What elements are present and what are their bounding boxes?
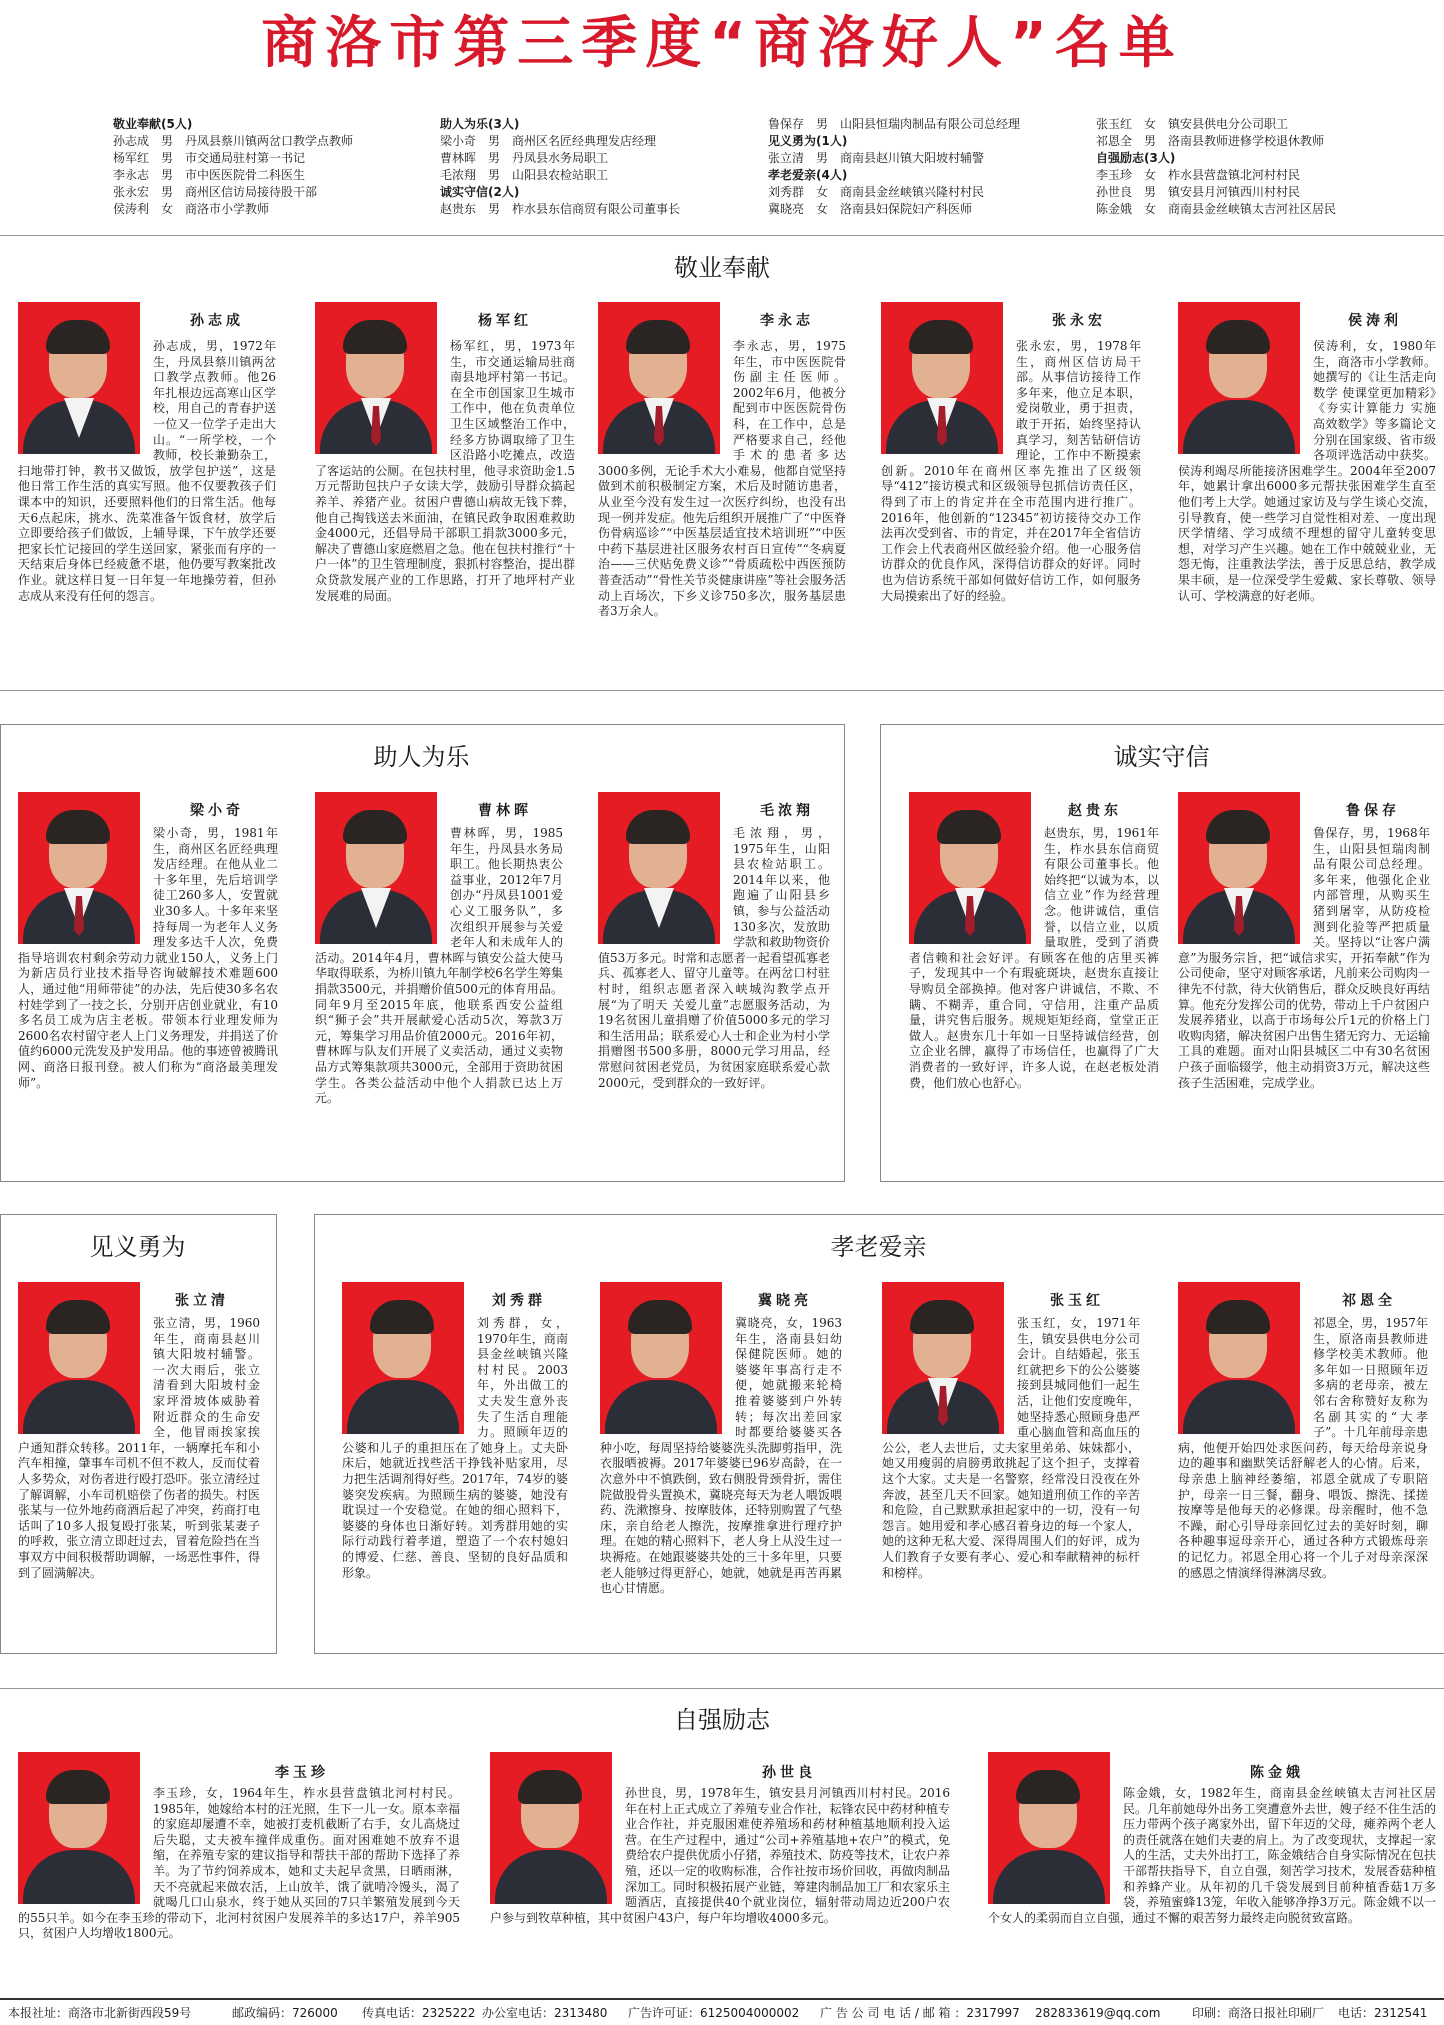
person-name: 孙志成	[190, 313, 244, 329]
divider	[0, 235, 1444, 236]
person-name: 祁恩全	[1342, 1293, 1396, 1309]
person-bio: 杨军红，男，1973年生，市交通运输局驻商南县地坪村第一书记。在全市创国家卫生城市工作中，他在负责单位卫生区域整治工作中，经多方协调取缔了卫生区沿路小吃摊点，改造了客运站的公厕。在包扶村里，他寻求资助金1.5万元帮助包扶户子女读大学，鼓励引导群众搞起养羊、养猪产业。贫困户曹德山病故无钱下葬，他自己掏钱送去米面油，在镇民政争取困难救助金4000元，还倡导局干部职工捐款3000多元，解决了曹德山家庭燃眉之急。他在包扶村推行“十户一体”的卫生管理制度，狠抓村容整治，提出群众贷款发展产业的工作思路，打开了地坪村产业发展难的局面。	[315, 339, 575, 603]
person-bio: 鲁保存，男，1968年生，山阳县恒瑞肉制品有限公司总经理。多年来，他强化企业内部管理，从购买生猪到屠宰，从防疫检测到化验等严把质量关。坚持以“让客户满意”为服务宗旨，把“诚信求实，开拓奉献”作为公司使命，坚守对顾客承诺，凡前来公司购肉一律先不付款，待大伙销售后，群众反映良好再结算。他充分发挥公司的优势，带动上千户贫困户发展养猪业，以高于市场每公斤1元的价格上门收购肉猪，解决贫困户出售生猪无窍力、无运输工具的难题。面对山阳县城区二中有30名贫困户孩子面临辍学，他主动捐资3万元，解决这些孩子生活困难，完成学业。	[1178, 826, 1430, 1090]
roster-line: 毛浓翔 男 山阳县农检站职工	[440, 168, 609, 182]
roster-line: 冀晓亮 女 洛南县妇保院妇产科医师	[768, 202, 973, 216]
person-bio: 张永宏，男，1978年生，商州区信访局干部。从事信访接待工作多年来，他立足本职，爱岗敬业，勇于担责，敢于开拓，始终坚持认真学习，刻苦钻研信访理论，工作中不断摸索创新。2010年在商州区率先推出了区级领导“412”接访模式和区级领导包抓信访责任区，得到了市上的肯定并在全市范围内进行推广。2016年，他创新的“12345”初访接待交办工作法再次受到省、市的肯定，并在2017年全省信访工作会上代表商州区做经验介绍。他一心服务信访群众的优良作风，深得信访群众的好评。同时也为信访系统干部如何做好信访工作，如何服务大局摸索出了好的经验。	[881, 339, 1141, 603]
person-bio: 曹林晖，男，1985年生，丹凤县水务局职工。他长期热衷公益事业，2012年7月创办“丹凤县1001爱心义工服务队”，多次组织开展参与关爱老年人和未成年人的活动。2014年4月，曹林晖与镇安公益大使马华取得联系，为桥川镇九年制学校6名学生筹集捐款3500元，并捐赠价值500元的体育用品。同年9月至2015年底，他联系西安公益组织“狮子会”共开展献爱心活动5次，筹款3万元，筹集学习用品价值2000元。2016年初，曹林晖与队友们开展了义卖活动，通过义卖物品方式筹集款项共3000元，全部用于资助贫困学生。各类公益活动中他个人捐款已达上万元。	[315, 826, 563, 1106]
roster-line: 诚实守信(2人)	[440, 185, 520, 199]
footer-ad-contact: 广 告 公 司 电 话 / 邮 箱 ：2317997	[820, 2006, 1020, 2020]
person-name: 陈金娥	[1250, 1765, 1304, 1781]
footer-printer-phone: 电话：2312541	[1338, 2006, 1428, 2020]
roster-line: 张玉红 女 镇安县供电分公司职工	[1096, 117, 1289, 131]
section-title: 诚实守信	[1113, 743, 1210, 771]
person-bio: 祁恩全，男，1957年生，原洛南县教师进修学校美术教师。他多年如一日照顾年迈多病的老母亲，被左邻右舍称赞好友称为名副其实的“大孝子”。十几年前母亲患病，他便开始四处求医问药，每天给母亲说身边的趣事和幽默笑话舒解老人的心情。后来，母亲患上脑神经萎缩，祁恩全就成了专职陪护，母亲一日三餐，翻身、喂饭、擦洗、揉搓按摩等是他每天的必修课。母亲醒时，他不急不躁，耐心引导母亲回忆过去的美好时刻，聊各种趣事逗母亲开心，通过各种方式锻炼母亲的记忆力。祁恩全用心将一个儿子对母亲深深的感恩之情演绎得淋漓尽致。	[1178, 1316, 1428, 1580]
roster-col-3	[768, 116, 1088, 218]
honoree-roster	[0, 116, 1444, 226]
person-name: 张立清	[175, 1293, 229, 1309]
roster-line: 杨军红 男 市交通局驻村第一书记	[113, 151, 306, 165]
roster-line: 张永宏 男 商州区信访局接待股干部	[113, 185, 318, 199]
roster-line: 鲁保存 男 山阳县恒瑞肉制品有限公司总经理	[768, 117, 1021, 131]
roster-line: 陈金娥 女 商南县金丝峡镇太吉河社区居民	[1096, 202, 1337, 216]
footer-address: 本报社址：商洛市北新街西段59号	[8, 2006, 192, 2020]
footer-office-phone: 办公室电话：2313480	[482, 2006, 608, 2020]
roster-line: 曹林晖 男 丹凤县水务局职工	[440, 151, 609, 165]
person-bio: 张玉红，女，1971年生，镇安县供电分公司会计。自结婚起，张玉红就把乡下的公公婆婆接到县城同他们一起生活，让他们安度晚年，她坚持悉心照顾身患严重心脑血管和高血压的公公，老人去世后，丈夫家里弟弟、妹妹都小，她又用瘦弱的肩膀勇敢挑起了这个担子，支撑着这个大家。丈夫是一名警察，经常没日没夜在外奔波，甚至几天不回家。她知道刑侦工作的辛苦和危险，自己默默承担起家中的一切，没有一句怨言。她用爱和孝心感召着身边的每一个家人，她的这种无私大爱、深得周围人们的好评，成为人们教育子女要有孝心、爱心和奉献精神的标杆和榜样。	[882, 1316, 1140, 1580]
divider	[0, 1688, 1444, 1689]
person-name: 赵贵东	[1068, 803, 1122, 819]
section-title: 助人为乐	[373, 743, 470, 771]
person-name: 鲁保存	[1346, 803, 1400, 819]
page-title: 商洛市第三季度“商洛好人”名单	[261, 11, 1183, 76]
footer-email: 282833619@qq.com	[1035, 2006, 1161, 2020]
person-bio: 刘秀群，女，1970年生，商南县金丝峡镇兴隆村村民。2003年，外出做工的丈夫发生意外丧失了生活自理能力。照顾年迈的公婆和儿子的重担压在了她身上。丈夫卧床后，她就近找些活干挣钱补贴家用，尽力把生活调剂得好些。2017年，74岁的婆婆突发疾病。为照顾生病的婆婆，她没有耽误过一个安稳觉。在她的细心照料下，婆婆的身体也日渐好转。刘秀群用她的实际行动践行着孝道，塑造了一个农村媳妇的博爱、仁慈、善良、坚韧的良好品质和形象。	[342, 1316, 568, 1580]
roster-line: 祁恩全 男 洛南县教师进修学校退休教师	[1096, 134, 1325, 148]
roster-line: 侯涛利 女 商洛市小学教师	[113, 202, 270, 216]
roster-line: 孙世良 男 镇安县月河镇西川村村民	[1096, 185, 1301, 199]
roster-col-2	[440, 116, 740, 218]
person-name: 李永志	[760, 313, 814, 329]
roster-line: 梁小奇 男 商州区名匠经典理发店经理	[440, 134, 657, 148]
person-bio: 李玉珍，女，1964年生，柞水县营盘镇北河村村民。1985年，她嫁给本村的汪光照，生下一儿一女。原本幸福的家庭却屡遭不幸，她被打麦机截断了右手，女儿高烧过后失聪，丈夫被车撞伴成重伤。面对困难她不放弃不退缩，在养殖专家的建议指导和帮扶干部的帮助下选择了养羊。为了节约饲养成本，她和丈夫起早贪黑，日晒雨淋，天不亮就起来做农活，上山放羊，饿了就啃冷馒头，渴了就喝几口山泉水，终于她从买回的7只羊繁殖发展到今天的55只羊。如今在李玉珍的带动下，北河村贫困户发展养羊的多达17户，养羊905只，贫困户人均增收1800元。	[18, 1786, 460, 1941]
person-name: 毛浓翔	[760, 803, 814, 819]
person-bio: 孙世良，男，1978年生，镇安县月河镇西川村村民。2016年在村上正式成立了养殖专业合作社，耘锋农民中药材种植专业合作社，并克服困难使养殖场和药材种植基地顺利投入运营。在生产过程中，通过“公司+养殖基地+农户”的模式，免费给农户提供优质小仔猪，养殖技术、防疫等技术，让农户养殖，还以一定的收购标准，合作社按市场价回收，再做肉制品深加工。同时积极拓展产业链，筹建肉制品加工厂和农家乐主题酒店，直接提供40个就业岗位，辐射带动周边近200户农户参与到牧草种植，其中贫困户43户，每户年均增收4000多元。	[490, 1786, 950, 1925]
divider	[0, 690, 1444, 691]
roster-col-4	[1096, 116, 1426, 218]
roster-line: 自强励志(3人)	[1096, 151, 1176, 165]
person-name: 曹林晖	[478, 803, 532, 819]
person-name: 孙世良	[762, 1765, 816, 1781]
person-name: 梁小奇	[190, 803, 244, 819]
person-name: 张永宏	[1052, 313, 1106, 329]
roster-line: 见义勇为(1人)	[768, 134, 848, 148]
person-name: 杨军红	[478, 313, 532, 329]
roster-line: 刘秀群 女 商南县金丝峡镇兴隆村村民	[768, 185, 985, 199]
roster-line: 孙志成 男 丹凤县蔡川镇两岔口教学点教师	[113, 134, 354, 148]
person-bio: 侯涛利，女，1980年生，商洛市小学教师。她撰写的《让生活走向数学 使课堂更加精彩》《夯实计算能力 实施高效数学》等多篇论文分别在国家级、省市级各项评选活动中获奖。侯涛利竭尽所能接济困难学生。2004年至2007年，她累计拿出6000多元帮扶张困难学生直至他们考上大学。她通过家访及与学生谈心交流，引导教育，使一些学习自觉性相对差、一度出现厌学情绪、学习成绩不理想的留守儿童转变思想，对学习产生兴趣。她在工作中兢兢业业，无怨无悔，注重教法学法，善于反思总结，教学成果丰硕，是一位深受学生爱戴、家长尊敬、领导认可、学校满意的好老师。	[1178, 339, 1436, 603]
footer-bar	[0, 1998, 1444, 2025]
roster-line: 李永志 男 市中医医院骨二科医生	[113, 168, 306, 182]
roster-line: 孝老爱亲(4人)	[768, 168, 848, 182]
roster-line: 敬业奉献(5人)	[113, 117, 193, 131]
section-title: 敬业奉献	[674, 254, 770, 282]
footer-postcode: 邮政编码：726000	[232, 2006, 338, 2020]
person-name: 刘秀群	[492, 1293, 546, 1309]
section-title: 见义勇为	[89, 1233, 186, 1261]
roster-line: 李玉珍 女 柞水县营盘镇北河村村民	[1096, 168, 1301, 182]
footer-ad-license: 广告许可证：6125004000002	[628, 2006, 800, 2020]
footer-fax: 传真电话：2325222	[362, 2006, 476, 2020]
roster-line: 赵贵东 男 柞水县东信商贸有限公司董事长	[440, 202, 681, 216]
person-name: 侯涛利	[1348, 313, 1402, 329]
section-title: 孝老爱亲	[830, 1233, 927, 1261]
person-bio: 陈金娥，女，1982年生，商南县金丝峡镇太吉河社区居民。几年前她母外出务工突遭意外去世，嫂子经不住生活的压力带两个孩子离家外出，留下年迈的父母，瘫养两个老人的责任就落在她们夫妻的肩上。为了改变现状，支撑起一家人的生活，丈夫外出打工，陈金娥结合自身实际情况在包扶干部帮扶指导下，自立自强，刻苦学习技术，发展香菇种植和养蜂产业。从年初的几千袋发展到目前种植香菇1万多袋，养殖蜜蜂13笼，年收入能够净挣3万元。陈金娥不以一个女人的柔弱而自立自强，通过不懈的艰苦努力最终走向脱贫致富路。	[988, 1786, 1436, 1925]
person-name: 李玉珍	[275, 1765, 329, 1781]
person-bio: 张立清，男，1960年生，商南县赵川镇大阳坡村辅警。一次大雨后，张立清看到大阳坡村金家坪滑坡体威胁着附近群众的生命安全，他冒雨挨家挨户通知群众转移。2011年，一辆摩托车和小汽车相撞，肇事车司机不但不救人，反而仗着人多势众，对伤者进行殴打恐吓。张立清经过了解调解，小车司机赔偿了伤者的损失。村医张某与一位外地药商酒后起了冲突，药商打电话叫了10多人报复殴打张某，听到张某妻子的呼救，张立清立即赶过去，冒着危险挡在当事双方中间积极帮助调解，一场恶性事件，得到了圆满解决。	[18, 1316, 260, 1580]
person-bio: 孙志成，男，1972年生，丹凤县蔡川镇两岔口教学点教师。他26年扎根边远高寒山区学校，用自己的青春护送一位又一位学子走出大山。“一所学校，一个教师，校长兼勤杂工，扫地带打钟，教书又做饭，放学包护送”，这是他日常工作生活的真实写照。他不仅要教孩子们课本中的知识，还要照料他们的日常生活。他每天6点起床，挑水、洗菜准备午饭食材，放学后立即要给孩子们做饭，上辅导课，下午放学还要把家长忙记接回的学生送回家，紧张而有序的一天结束后身体已经疲惫不堪，他仍要写教案批改作业。就这样日复一日年复一年地操劳着，但孙志成从来没有任何的怨言。	[18, 339, 276, 603]
footer-printer: 印刷：商洛日报社印刷厂	[1192, 2006, 1325, 2020]
section-title: 自强励志	[674, 1706, 770, 1734]
person-bio: 梁小奇，男，1981年生，商州区名匠经典理发店经理。在他从业二十多年里，先后培训学徒工260多人，安置就业30多人。十多年来坚持每周一为老年人义务理发多达千人次，免费指导培训农村剩余劳动力就业150人，义务上门为新店员行业技术指导咨询破解技术难题600人，通过他“用师带徒”的办法，先后使30多名农村娃学到了一技之长，分别开店创业就业，有10多名员工成为店主老板。带领本行业理发师为2600名农村留守老人上门义务理发，并捐送了价值约6000元洗发及护发用品。他的事迹曾被腾讯网、商洛日报刊登。被人们称为“商洛最美理发师”。	[18, 826, 278, 1090]
person-name: 张玉红	[1050, 1293, 1104, 1309]
person-bio: 赵贵东，男，1961年生，柞水县东信商贸有限公司董事长。他始终把“以诚为本，以信立业”作为经营理念。他讲诚信，重信誉，以信立业，以质量取胜，受到了消费者信赖和社会好评。有顾客在他的店里买裤子，发现其中一个有瑕疵斑块，赵贵东直接让导购员全部换掉。他对客户讲诚信，不欺、不瞒、不糊弄，重合同，守信用，注重产品质量，讲究售后服务。规规矩矩经商，堂堂正正做人。赵贵东几十年如一日坚持诚信经营，创立企业名牌，赢得了市场信任，也赢得了广大消费者的一致好评，许多人说，在赵老板处消费，他们放心也舒心。	[909, 826, 1159, 1090]
roster-line: 张立清 男 商南县赵川镇大阳坡村辅警	[768, 151, 985, 165]
person-bio: 毛浓翔，男，1975年生，山阳县农检站职工。2014年以来，他跑遍了山阳县乡镇，参与公益活动130多次，发放助学款和救助物资价值53万多元。时常和志愿者一起看望孤寡老兵、孤寡老人、留守儿童等。在两岔口村驻村时，组织志愿者深入峡城沟教学点开展“为了明天 关爱儿童”志愿服务活动，为19名贫困儿童捐赠了价值5000多元的学习和生活用品；联系爱心人士和企业为村小学捐赠图书500多册，8000元学习用品，经常慰问贫困老党员，为贫困家庭联系爱心款2000元，受到群众的一致好评。	[598, 826, 830, 1090]
roster-line: 助人为乐(3人)	[440, 117, 520, 131]
person-bio: 李永志，男，1975年生，市中医医院骨伤副主任医师。2002年6月，他被分配到市中医医院骨伤科，在工作中，总是严格要求自己，经他手术的患者多达3000多例，无论手术大小难易，他都自觉坚持做到术前积极制定方案，术后及时随访患者，从业至今没有发生过一次医疗纠纷，也没有出现一例并发症。他先后组织开展推广了“中医脊伤骨病巡诊”“中医基层适宜技术培训班”“中医中药下基层进社区服务农村百日宣传”“冬病夏治——三伏贴免费义诊”“骨质疏松中西医预防普查活动”“骨性关节炎健康讲座”等社会服务活动上百场次，下乡义诊750多次，服务基层患者3万余人。	[598, 339, 846, 619]
roster-col-1	[113, 116, 413, 218]
person-bio: 冀晓亮，女，1963年生，洛南县妇幼保健院医师。她的婆婆年事高行走不便，她就搬来轮椅推着婆婆到户外转转；每次出差回家时都要给婆婆买各种小吃，每周坚持给婆婆洗头洗脚剪指甲，洗衣服晒被褥。2017年婆婆已96岁高龄，在一次意外中不慎跌倒，致右侧股骨颈骨折，需住院做股骨头置换术，冀晓亮每天为老人喂饭喂药、洗漱擦身、按摩肢体，还特别购置了气垫床，亲自给老人擦洗，按摩推拿进行理疗护理。在她的精心照料下，老人身上从没生过一块褥疮。在她跟婆婆共处的三十多年里，只要老人能够过得更舒心，她就，她就是再苦再累也心甘情愿。	[600, 1316, 842, 1596]
person-name: 冀晓亮	[758, 1293, 812, 1309]
